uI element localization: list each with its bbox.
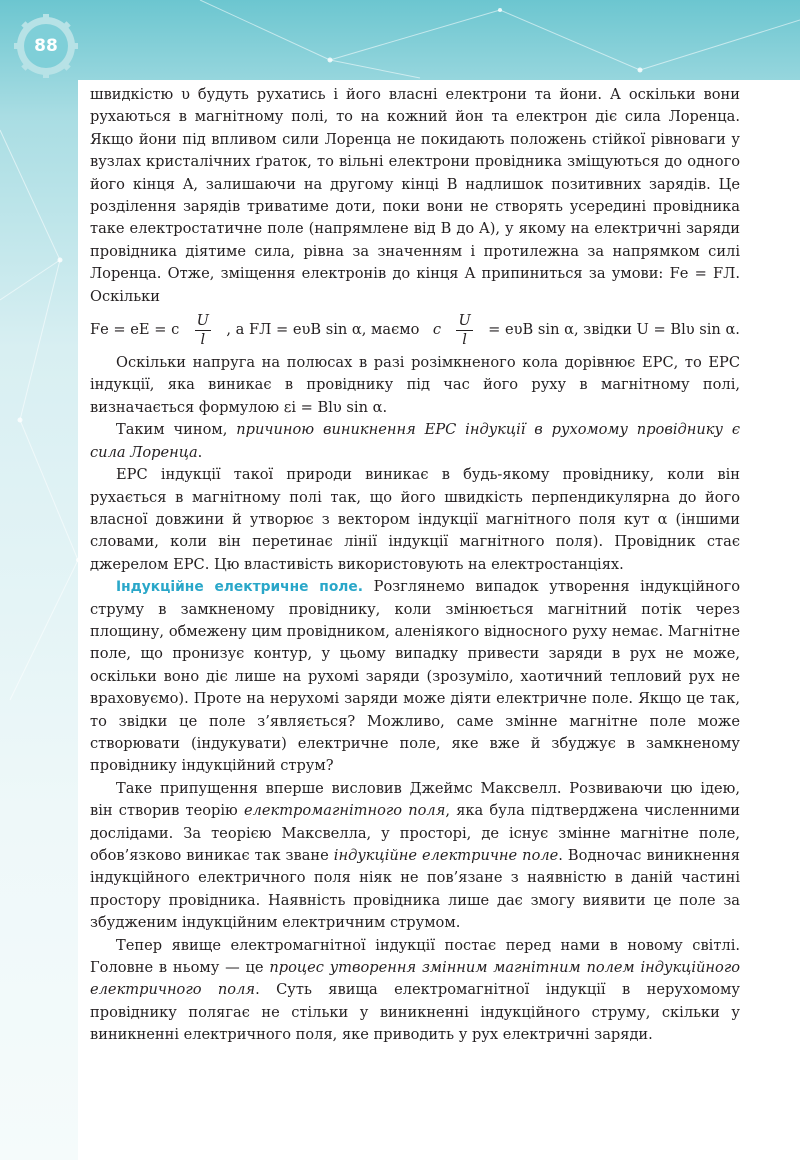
lorentz-cause-statement: причиною виникнення ЕРС індукції в рухомому провіднику є сила Лоренца	[90, 421, 740, 461]
paragraph-3: Таким чином, причиною виникнення ЕРС індукції в рухомому провіднику є сила Лоренца.	[90, 421, 740, 461]
paragraph-5: Індукційне електричне поле. Розглянемо випадок утворення індукційного струму в замкненому провіднику, коли змінюється магнітний потік через площину, обмежену цим провідником, аленіякого відносного руху немає. Магнітне поле, що пронизує контур, у цьому випадку привести заряди в рух не може, оскільки воно діє лише на рухомі заряди (зрозуміло, хаотичний тепловий рух не враховуємо). Проте на нерухомі заряди може діяти електричне поле. Якщо це так, то звідки це поле з’являється? Можливо, саме змінне магнітне поле може створювати (індукувати) електричне поле, яке вже й збуджує в замкненому провіднику індукційний струм?	[90, 578, 740, 775]
body-text	[90, 84, 740, 1047]
page-number: 88	[34, 36, 58, 56]
formula-lhs: Fе = eE = c	[90, 320, 180, 338]
formula-c: c	[432, 320, 442, 338]
page-number-badge	[14, 14, 78, 78]
section-heading: Індукційне електричне поле.	[116, 579, 364, 596]
formula-result: = eυB sin α, звідки U = Blυ sin α.	[488, 320, 740, 338]
formula-line	[90, 308, 740, 352]
formula-middle: , а FЛ = eυB sin α, маємо	[226, 320, 420, 338]
paragraph-2: Оскільки напруга на полюсах в разі розімкненого кола дорівнює ЕРС, то ЕРС індукції, яка виникає в провіднику під час його руху в магнітному полі, визначається формулою εі = Blυ sin α.	[90, 354, 740, 416]
paragraph-6: Таке припущення вперше висловив Джеймс Максвелл. Розвиваючи цю ідею, він створив теорію електромагнітного поля, яка була підтверджена численними дослідами. За теорією Максвелла, у просторі, де існує змінне магнітне поле, обов’язково виникає так зване індукційне електричне поле. Водночас виникнення індукційного електричного поля ніяк не пов’язане з наявністю в даній частині простору провідника. Наявність провідника лише дає змогу виявити це поле за збудженим індукційним електричним струмом.	[90, 779, 740, 932]
fraction-u-over-l: $\frac{U}{l}$	[196, 311, 209, 348]
fraction-u-over-l-2: $\frac{U}{l}$	[458, 311, 471, 348]
paragraph-1: швидкістю υ будуть рухатись і його власні електрони та йони. А оскільки вони рухаються в магнітному полі, то на кожний йон та електрон діє сила Лоренца. Якщо йони під впливом сили Лоренца не покидають положень стійкої рівноваги у вузлах кристалічних ґраток, то вільні електрони провідника зміщуються до одного його кінця A, залишаючи на другому кінці B надлишок позитивних зарядів. Це розділення зарядів триватиме доти, поки вони не створять усередині провідника таке електростатичне поле (напрямлене від B до A), у якому на електричні заряди провідника діятиме сила, рівна за значенням і протилежна за напрямком силі Лоренца. Отже, зміщення електронів до кінця A припиниться за умови: Fе = FЛ. Оскільки	[90, 86, 740, 305]
paragraph-7: Тепер явище електромагнітної індукції постає перед нами в новому світлі. Головне в ньому — це процес утворення змінним магнітним полем індукційного електричного поля. Суть явища електромагнітної індукції в нерухомому провіднику полягає не стільки у виникненні індукційного струму, скільки у виникненні електричного поля, яке приводить у рух електричні заряди.	[90, 936, 740, 1044]
paragraph-4: ЕРС індукції такої природи виникає в будь-якому провіднику, коли він рухається в магнітному полі так, що його швидкість перпендикулярна до його власної довжини й утворює з вектором індукції магнітного поля кут α (іншими словами, коли він перетинає лінії індукції магнітного поля). Провідник стає джерелом ЕРС. Цю властивість використовують на електростанціях.	[90, 466, 740, 573]
